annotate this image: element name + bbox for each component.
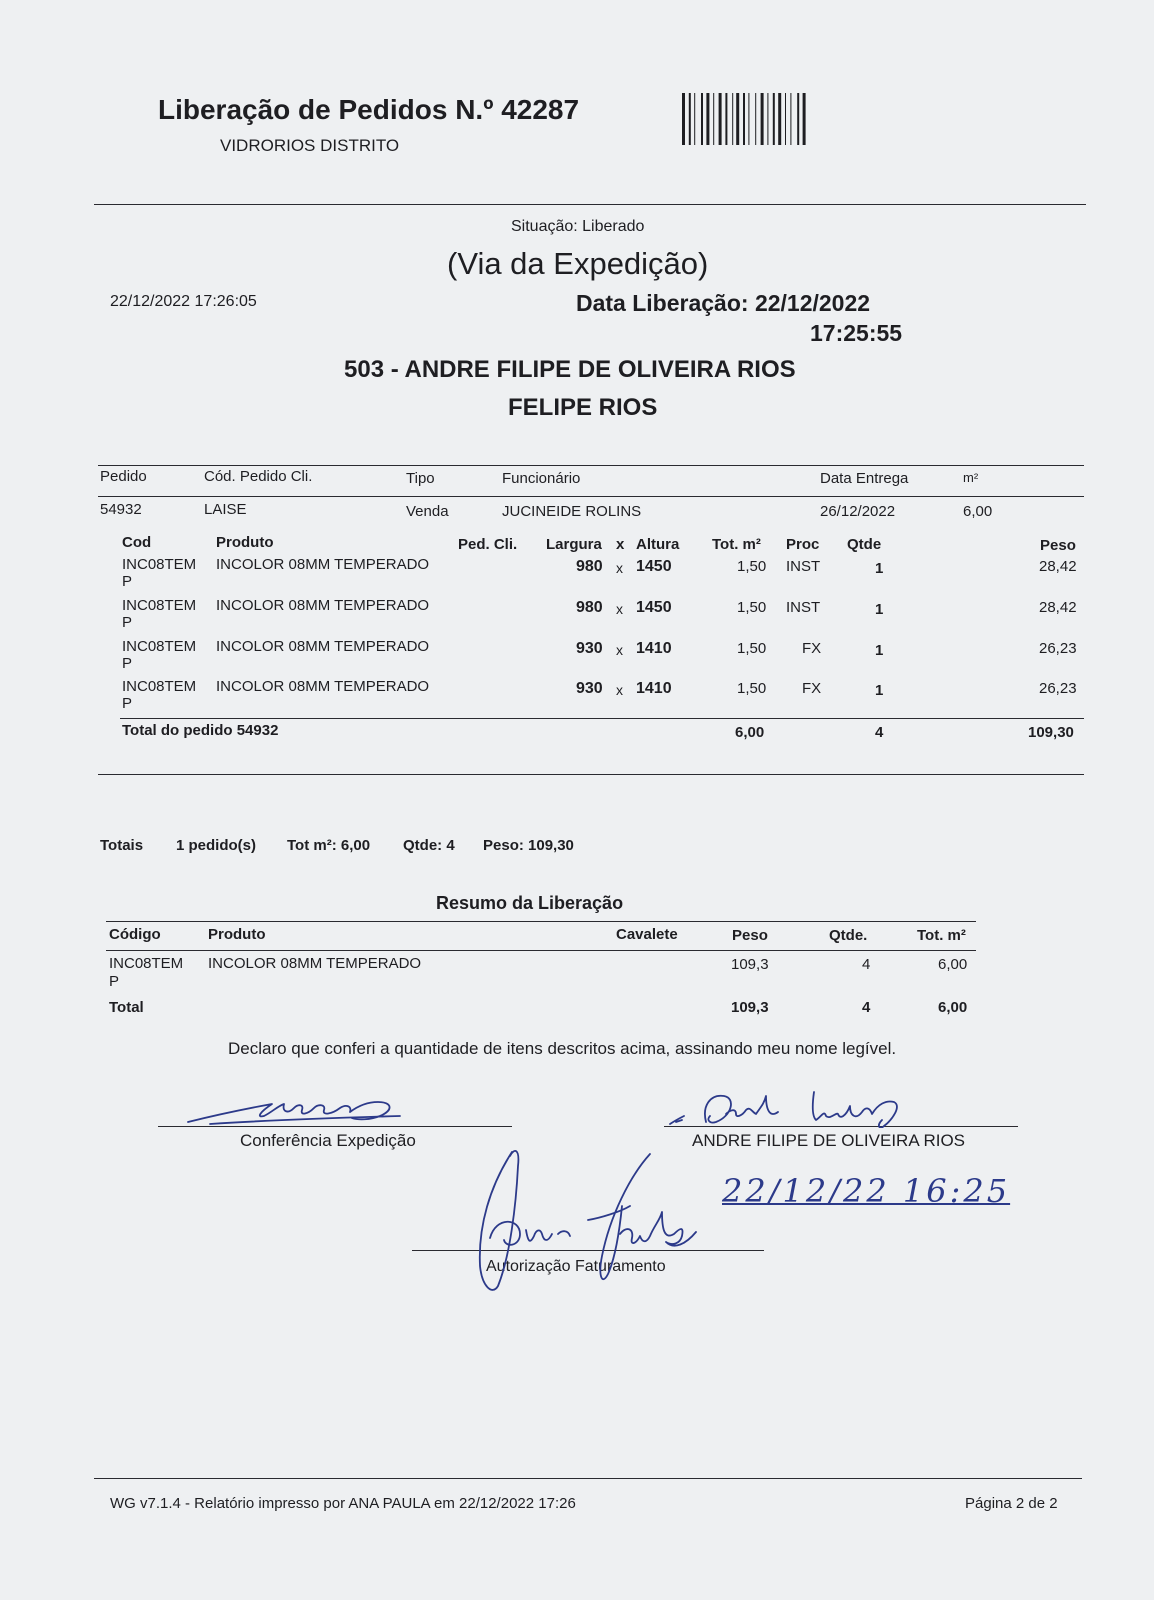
col-header-tipo: Tipo — [406, 470, 435, 487]
col-header-data-entrega: Data Entrega — [820, 470, 909, 487]
client-name: 503 - ANDRE FILIPE DE OLIVEIRA RIOS — [344, 356, 796, 383]
signature-label-client: ANDRE FILIPE DE OLIVEIRA RIOS — [692, 1131, 966, 1150]
summary-title: Resumo da Liberação — [436, 893, 624, 913]
item-cod-cont: P — [122, 695, 133, 712]
barcode-bar — [701, 93, 703, 145]
item-tot-m2: 1,50 — [737, 640, 767, 657]
item-cod: INC08TEM — [122, 556, 197, 573]
barcode-bar — [761, 93, 764, 145]
items-header-proc: Proc — [786, 536, 820, 553]
item-produto: INCOLOR 08MM TEMPERADO — [216, 597, 430, 614]
barcode — [682, 93, 858, 145]
col-header-cod-pedido-cli: Cód. Pedido Cli. — [204, 468, 313, 485]
handwritten-date: 22/12/22 16:25 — [722, 1172, 1011, 1210]
totals-qtde: Qtde: 4 — [403, 837, 455, 854]
barcode-bar — [706, 93, 709, 145]
barcode-bar — [797, 93, 799, 145]
order-funcionario: JUCINEIDE ROLINS — [502, 503, 642, 520]
barcode-bar — [785, 93, 786, 145]
footer-printed-by: WG v7.1.4 - Relatório impresso por ANA PAULA em 22/12/2022 17:26 — [110, 1495, 576, 1512]
item-cod-cont: P — [122, 655, 133, 672]
summary-tot-m2: 6,00 — [938, 956, 968, 973]
items-header-tot-m2: Tot. m² — [712, 536, 761, 553]
summary-codigo: INC08TEM — [109, 955, 184, 972]
declaration-text: Declaro que conferi a quantidade de itens descritos acima, assinando meu nome legível. — [228, 1039, 897, 1058]
items-header-largura: Largura — [546, 536, 602, 553]
items-total-peso: 109,30 — [1028, 724, 1074, 741]
items-total-label: Total do pedido 54932 — [122, 722, 279, 739]
barcode-bar — [748, 93, 749, 145]
order-tipo: Venda — [406, 503, 449, 520]
items-total-qtde: 4 — [875, 724, 884, 741]
col-header-pedido: Pedido — [100, 468, 147, 485]
item-tot-m2: 1,50 — [737, 680, 767, 697]
summary-produto: INCOLOR 08MM TEMPERADO — [208, 955, 422, 972]
release-time: 17:25:55 — [810, 320, 903, 346]
barcode-bar — [803, 93, 806, 145]
item-cod: INC08TEM — [122, 678, 197, 695]
item-qtde: 1 — [875, 560, 884, 577]
item-produto: INCOLOR 08MM TEMPERADO — [216, 638, 430, 655]
barcode-bar — [778, 93, 781, 145]
summary-header-cavalete: Cavalete — [616, 926, 678, 943]
items-header-produto: Produto — [216, 534, 274, 551]
item-tot-m2: 1,50 — [737, 558, 767, 575]
item-qtde: 1 — [875, 601, 884, 618]
summary-peso: 109,3 — [731, 956, 769, 973]
barcode-bar — [773, 93, 775, 145]
client-short-name: FELIPE RIOS — [508, 394, 658, 421]
item-produto: INCOLOR 08MM TEMPERADO — [216, 678, 430, 695]
footer-page-number: Página 2 de 2 — [965, 1495, 1058, 1512]
barcode-bar — [736, 93, 739, 145]
order-table-header-rule — [98, 496, 1084, 497]
item-proc: FX — [802, 680, 822, 697]
order-data-entrega: 26/12/2022 — [820, 503, 896, 520]
barcode-bar — [682, 93, 685, 145]
items-header-ped-cli: Ped. Cli. — [458, 536, 518, 553]
summary-total-label: Total — [109, 999, 144, 1016]
summary-top-rule — [106, 921, 976, 922]
summary-header-peso: Peso — [732, 927, 768, 944]
items-total-rule — [120, 718, 1084, 719]
item-cod: INC08TEM — [122, 638, 197, 655]
totals-peso: Peso: 109,30 — [483, 837, 574, 854]
col-header-m2: m² — [963, 470, 979, 485]
items-header-cod: Cod — [122, 534, 152, 551]
signature-label-expedicao: Conferência Expedição — [240, 1131, 416, 1150]
status-text: Situação: Liberado — [511, 218, 645, 235]
summary-codigo-cont: P — [109, 973, 120, 990]
barcode-bar — [732, 93, 733, 145]
signature-client — [666, 1086, 926, 1128]
barcode-bar — [755, 93, 756, 145]
barcode-bar — [767, 93, 768, 145]
barcode-bar — [743, 93, 745, 145]
totals-pedidos: 1 pedido(s) — [176, 837, 257, 854]
item-largura: 980 — [576, 599, 603, 616]
item-qtde: 1 — [875, 682, 884, 699]
order-m2: 6,00 — [963, 503, 993, 520]
signature-label-faturamento: Autorização Faturamento — [486, 1258, 666, 1275]
item-proc: INST — [786, 599, 821, 616]
barcode-bar — [725, 93, 727, 145]
item-largura: 930 — [576, 640, 603, 657]
order-section-end-rule — [98, 774, 1084, 775]
via-label: (Via da Expedição) — [447, 246, 709, 281]
items-total-tot-m2: 6,00 — [735, 724, 765, 741]
document-title: Liberação de Pedidos N.º 42287 — [158, 94, 580, 125]
summary-header-tot-m2: Tot. m² — [917, 927, 966, 944]
item-altura: 1410 — [636, 640, 672, 657]
barcode-bar — [689, 93, 691, 145]
order-table-top-rule — [98, 465, 1084, 466]
order-pedido: 54932 — [100, 501, 142, 518]
item-largura: 930 — [576, 680, 603, 697]
item-proc: FX — [802, 640, 822, 657]
item-altura: 1450 — [636, 599, 672, 616]
totals-tot-m2: Tot m²: 6,00 — [287, 837, 371, 854]
summary-header-rule — [106, 950, 976, 951]
item-altura: 1450 — [636, 558, 672, 575]
company-name: VIDRORIOS DISTRITO — [220, 136, 400, 155]
col-header-funcionario: Funcionário — [502, 470, 581, 487]
footer-divider — [94, 1478, 1082, 1479]
summary-total-peso: 109,3 — [731, 999, 769, 1016]
barcode-bar — [719, 93, 722, 145]
item-qtde: 1 — [875, 642, 884, 659]
item-cod-cont: P — [122, 573, 133, 590]
totals-label: Totais — [100, 837, 144, 854]
items-header-qtde: Qtde — [847, 536, 882, 553]
item-proc: INST — [786, 558, 821, 575]
barcode-bar — [694, 93, 695, 145]
barcode-bar — [790, 93, 791, 145]
summary-header-codigo: Código — [109, 926, 161, 943]
items-header-peso: Peso — [1040, 537, 1076, 554]
summary-total-tot-m2: 6,00 — [938, 999, 968, 1016]
item-altura: 1410 — [636, 680, 672, 697]
item-x: x — [616, 601, 623, 617]
item-peso: 26,23 — [1039, 680, 1077, 697]
summary-header-qtde: Qtde. — [829, 927, 868, 944]
item-x: x — [616, 682, 623, 698]
summary-header-produto: Produto — [208, 926, 266, 943]
signature-faturamento — [470, 1146, 710, 1296]
items-header-altura: Altura — [636, 536, 680, 553]
header-divider — [94, 204, 1086, 205]
item-x: x — [616, 642, 623, 658]
order-cod-pedido-cli: LAISE — [204, 501, 247, 518]
signature-expedicao — [180, 1094, 420, 1128]
summary-qtde: 4 — [862, 956, 871, 973]
release-date: Data Liberação: 22/12/2022 — [576, 290, 871, 316]
items-header-x: x — [616, 536, 625, 553]
item-peso: 26,23 — [1039, 640, 1077, 657]
item-tot-m2: 1,50 — [737, 599, 767, 616]
item-peso: 28,42 — [1039, 599, 1077, 616]
item-cod-cont: P — [122, 614, 133, 631]
barcode-bar — [713, 93, 714, 145]
summary-total-qtde: 4 — [862, 999, 871, 1016]
item-peso: 28,42 — [1039, 558, 1077, 575]
item-x: x — [616, 560, 623, 576]
printed-at: 22/12/2022 17:26:05 — [110, 293, 257, 310]
item-produto: INCOLOR 08MM TEMPERADO — [216, 556, 430, 573]
item-cod: INC08TEM — [122, 597, 197, 614]
item-largura: 980 — [576, 558, 603, 575]
